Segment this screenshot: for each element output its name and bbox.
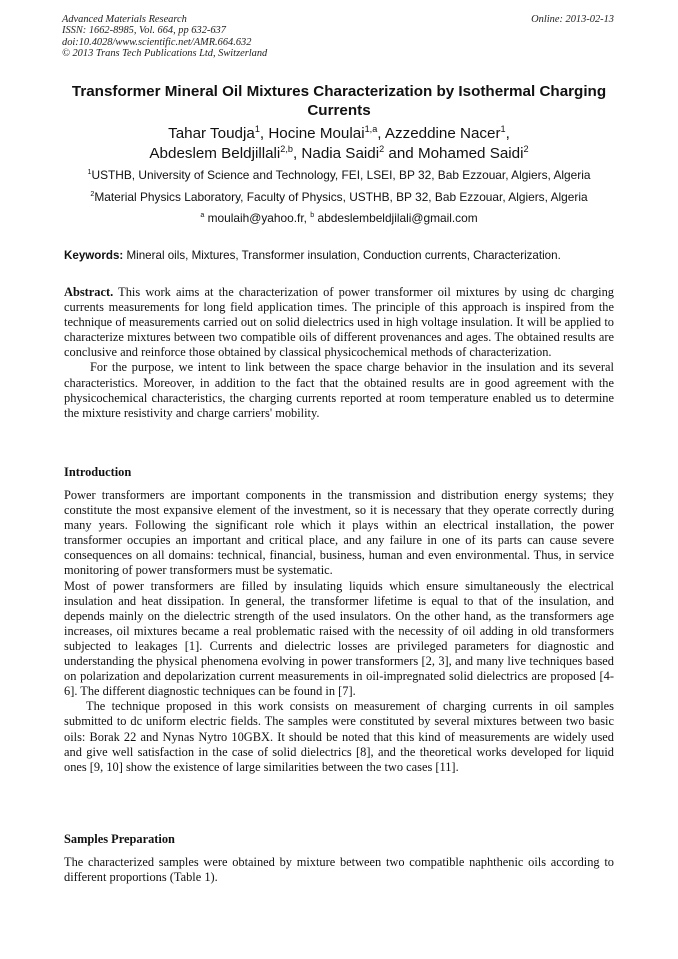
email-sup: a bbox=[200, 211, 205, 220]
section-heading-introduction: Introduction bbox=[64, 465, 132, 479]
journal-name: Advanced Materials Research bbox=[62, 14, 187, 25]
affiliation-1 bbox=[64, 168, 614, 183]
abstract-label: Abstract. bbox=[64, 285, 114, 299]
abstract-paragraph bbox=[64, 285, 614, 360]
online-date: Online: 2013-02-13 bbox=[531, 14, 614, 25]
separator: , bbox=[259, 125, 269, 142]
journal-copyright: © 2013 Trans Tech Publications Ltd, Switzerland bbox=[62, 48, 268, 60]
affiliation-2 bbox=[64, 190, 614, 205]
author-sup: 2 bbox=[379, 143, 385, 154]
author-sup: 1,a bbox=[364, 123, 378, 134]
author-name: Nadia Saidi bbox=[301, 145, 380, 162]
affiliation-text: Material Physics Laboratory, Faculty of Physics, USTHB, BP 32, Bab Ezzouar, Algiers, Algeria bbox=[94, 190, 588, 204]
paragraph: Power transformers are important components in the transmission and distribution energy systems; they constitute the most expansive element of the investment, so it is necessary that they operate correctly during many years. Following the significant role which it plays within an electrical installation, the power transformer occupies an important and critical place, and any failure in one of its parts can cause severe consequences on all domains: technical, financial, business, human and even environmental. Thus, in service monitoring of power transformers must be systematic. bbox=[64, 488, 614, 578]
email-b: abdeslembeldjilali@gmail.com bbox=[314, 211, 478, 225]
keywords-text: Mineral oils, Mixtures, Transformer insulation, Conduction currents, Characterization. bbox=[123, 249, 561, 262]
samples-body bbox=[64, 855, 614, 885]
journal-issn: ISSN: 1662-8985, Vol. 664, pp 632-637 bbox=[62, 25, 226, 37]
keywords-label: Keywords: bbox=[64, 249, 124, 262]
author-sup: 2,b bbox=[280, 143, 293, 154]
keywords bbox=[64, 248, 614, 263]
affiliation-text: USTHB, University of Science and Technology, FEI, LSEI, BP 32, Bab Ezzouar, Algiers, Algeria bbox=[91, 168, 591, 182]
abstract bbox=[64, 285, 614, 421]
affiliation-sup: 1 bbox=[87, 168, 92, 177]
paragraph: The characterized samples were obtained by mixture between two compatible naphthenic oils according to different proportions (Table 1). bbox=[64, 855, 614, 885]
paragraph bbox=[64, 699, 614, 774]
author-emails bbox=[64, 211, 614, 226]
author-name: Tahar Toudja bbox=[168, 125, 255, 142]
author-sup: 1 bbox=[500, 123, 506, 134]
journal-doi: doi:10.4028/www.scientific.net/AMR.664.632 bbox=[62, 36, 252, 48]
author-sup: 1 bbox=[254, 123, 260, 134]
affiliation-sup: 2 bbox=[90, 190, 95, 199]
paragraph-text: The technique proposed in this work consists on measurement of charging currents in oil samples submitted to dc uniform electric fields. The samples were constituted by several mixtures between two basic oils: Borak 22 and Nynas Nytro 10GBX. It should be noted that this kind of measurements are widely used and give well satisfaction in the case of solid dielectrics [8], and the theoretical works developed for liquid ones [9, 10] show the existence of large similarities between the two cases [11]. bbox=[64, 699, 614, 774]
introduction-body bbox=[64, 488, 614, 775]
section-heading-samples: Samples Preparation bbox=[64, 832, 175, 846]
author-name: Abdeslem Beldjillali bbox=[149, 145, 281, 162]
author-name: Azzeddine Nacer bbox=[384, 125, 501, 142]
email-sup: b bbox=[310, 211, 315, 220]
author-list bbox=[64, 124, 614, 164]
email-a: moulaih@yahoo.fr, bbox=[204, 211, 311, 225]
paragraph: Most of power transformers are filled by insulating liquids which ensure simultaneously the electrical insulation and heat dissipation. In general, the transformer lifetime is equal to that of the insulation, and depends mainly on the dielectric strength of the used insulators. On the other hand, as the transformers age increases, oil mixtures became a real problematic raised with the necessity of oil adding in old transformers subjected to leakages [1]. Currents and dielectric losses are privileged parameters for diagnostic and understanding the physical phenomena evolving in power transformers [2, 3], and many live techniques based on polarization and depolarization current measurements in oil-impregnated solid dielectrics are proposed [4-6]. The different diagnostic techniques can be found in [7]. bbox=[64, 578, 614, 699]
journal-header bbox=[62, 14, 267, 60]
author-name: Hocine Moulai bbox=[268, 125, 365, 142]
separator: , bbox=[505, 125, 510, 142]
abstract-text: This work aims at the characterization of power transformer oil mixtures by using dc charging currents measurements for long field application times. The principle of this approach is inspired from the technique of measurements carried out on solid dielectrics used in high voltage insulation. It will be applied to characterize mixtures between two compatible oils of different provenances and ages. The obtained results are conclusive and reinforce those obtained by classical physicochemical methods of characterization. bbox=[64, 285, 614, 360]
author-sup: 2 bbox=[523, 143, 529, 154]
separator: and bbox=[384, 145, 418, 162]
separator: , bbox=[377, 125, 385, 142]
paper-title: Transformer Mineral Oil Mixtures Characterization by Isothermal Charging Currents bbox=[71, 83, 607, 119]
abstract-paragraph bbox=[64, 360, 614, 420]
author-name: Mohamed Saidi bbox=[417, 145, 524, 162]
separator: , bbox=[292, 145, 302, 162]
abstract-text: For the purpose, we intent to link between the space charge behavior in the insulation and its several characteristics. Moreover, in addition to the fact that the obtained results are in good agreement with the physicochemical characteristics, the charging currents reported at room temperature enabled us to determine the mixture resistivity and charge carriers' mobility. bbox=[64, 360, 614, 420]
